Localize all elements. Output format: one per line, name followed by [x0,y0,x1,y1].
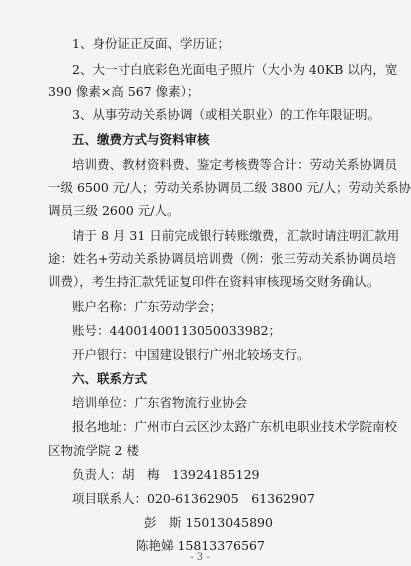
page-number: - 3 - [190,552,210,563]
project-contact: 项目联系人：020-61362905 61362907 [72,491,315,506]
bank-name: 开户银行：中国建设银行广州北较场支行。 [72,347,310,362]
fee-paragraph-line-3: 调员三级 2600 元/人。 [48,203,180,218]
payment-paragraph-line-3: 训费），考生持汇款凭证复印件在资料审核现场交财务确认。 [48,274,380,289]
training-organization: 培训单位：广东省物流行业协会 [72,395,248,410]
payment-paragraph-line-2: 途：姓名+劳动关系协调员培训费（例：张三劳动关系协调员培 [48,251,396,266]
project-contact-2: 彭 斯 15013045890 [144,515,273,530]
requirement-item-1: 1、身份证正反面、学历证； [72,36,230,51]
project-contact-3: 陈艳娣 15813376567 [136,538,265,553]
fee-paragraph-line-2: 一级 6500 元/人；劳动关系协调员二级 3800 元/人；劳动关系协 [48,180,411,195]
requirement-item-3: 3、从事劳动关系协调（或相关职业）的工作年限证明。 [72,107,380,122]
section-heading-payment: 五、缴费方式与资料审核 [72,132,210,147]
registration-address: 报名地址：广州市白云区沙太路广东机电职业技术学院南校 [72,419,398,434]
registration-address-line-2: 区物流学院 2 楼 [48,443,139,458]
contact-person: 负责人：胡 梅 13924185129 [72,467,260,482]
payment-paragraph: 请于 8 月 31 日前完成银行转账缴费，汇款时请注明汇款用 [72,228,400,243]
account-number: 账号：44001400113050033982； [72,323,282,338]
fee-paragraph: 培训费、教材资料费、鉴定考核费等合计：劳动关系协调员 [72,157,398,172]
account-name: 账户名称：广东劳动学会； [72,299,223,314]
section-heading-contact: 六、联系方式 [72,371,148,386]
requirement-item-2-cont: 390 像素×高 567 像素）； [48,84,200,99]
requirement-item-2: 2、大一寸白底彩色光面电子照片（大小为 40KB 以内，宽 [72,62,398,77]
